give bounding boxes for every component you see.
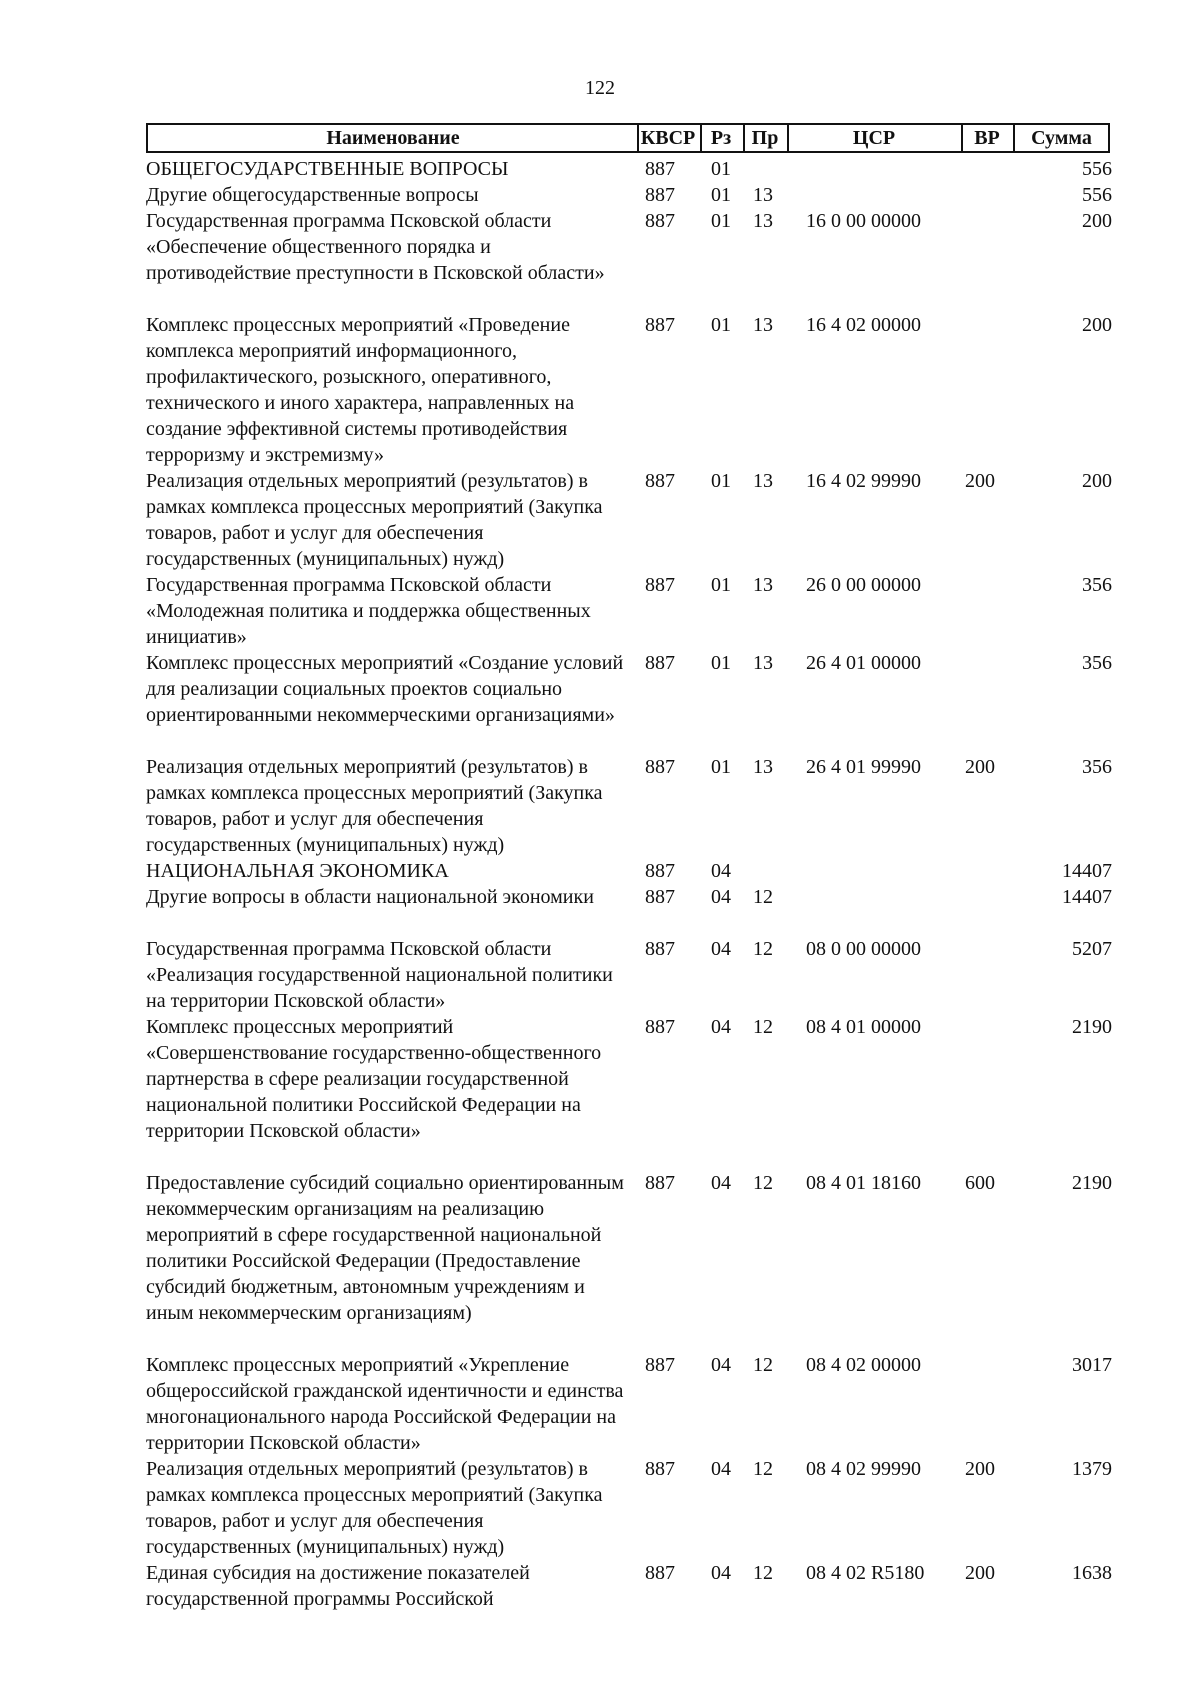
row-name: Реализация отдельных мероприятий (результатов) в рамках комплекса процессных мероприятий (Закупка товаров, работ и услуг для обеспечения государственных (муниципальных) нужд) bbox=[146, 1458, 603, 1558]
row-sum: 2190 bbox=[1072, 1016, 1112, 1038]
header-divider bbox=[743, 123, 745, 153]
row-rz: 01 bbox=[711, 210, 731, 232]
row-vr: 200 bbox=[965, 1458, 995, 1480]
row-name: Реализация отдельных мероприятий (результатов) в рамках комплекса процессных мероприятий (Закупка товаров, работ и услуг для обеспечения государственных (муниципальных) нужд) bbox=[146, 756, 603, 856]
row-csr: 16 4 02 99990 bbox=[806, 470, 921, 492]
row-sum: 5207 bbox=[1072, 938, 1112, 960]
header-vr: ВР bbox=[974, 127, 1000, 149]
row-csr: 08 4 01 18160 bbox=[806, 1172, 921, 1194]
row-rz: 04 bbox=[711, 1172, 731, 1194]
header-rz: Рз bbox=[710, 127, 732, 149]
row-csr: 26 4 01 99990 bbox=[806, 756, 921, 778]
row-pr: 13 bbox=[753, 210, 773, 232]
row-name: Комплекс процессных мероприятий «Укрепление общероссийской гражданской идентичности и единства многонационального народа Российской Федерации на территории Псковской области» bbox=[146, 1354, 624, 1454]
header-divider bbox=[961, 123, 963, 153]
row-kvsr: 887 bbox=[645, 574, 675, 596]
header-divider bbox=[700, 123, 702, 153]
row-kvsr: 887 bbox=[645, 886, 675, 908]
row-csr: 16 4 02 00000 bbox=[806, 314, 921, 336]
row-sum: 556 bbox=[1082, 184, 1112, 206]
row-pr: 12 bbox=[753, 1562, 773, 1584]
row-rz: 01 bbox=[711, 184, 731, 206]
table-row bbox=[0, 208, 1200, 312]
row-rz: 04 bbox=[711, 1016, 731, 1038]
row-name: Государственная программа Псковской области «Обеспечение общественного порядка и противодействие преступности в Псковской области» bbox=[146, 210, 605, 284]
row-vr: 600 bbox=[965, 1172, 995, 1194]
row-sum: 356 bbox=[1082, 652, 1112, 674]
table-row bbox=[0, 1014, 1200, 1170]
row-rz: 01 bbox=[711, 470, 731, 492]
row-csr: 08 0 00 00000 bbox=[806, 938, 921, 960]
table-row bbox=[0, 1352, 1200, 1456]
row-kvsr: 887 bbox=[645, 1172, 675, 1194]
table-row bbox=[0, 182, 1200, 208]
row-vr: 200 bbox=[965, 756, 995, 778]
header-pr: Пр bbox=[751, 127, 779, 149]
table-row bbox=[0, 312, 1200, 468]
row-name: Другие вопросы в области национальной экономики bbox=[146, 886, 594, 908]
row-name: Реализация отдельных мероприятий (результатов) в рамках комплекса процессных мероприятий (Закупка товаров, работ и услуг для обеспечения государственных (муниципальных) нужд) bbox=[146, 470, 603, 570]
row-kvsr: 887 bbox=[645, 1562, 675, 1584]
row-rz: 01 bbox=[711, 574, 731, 596]
row-pr: 13 bbox=[753, 756, 773, 778]
row-pr: 13 bbox=[753, 574, 773, 596]
row-rz: 04 bbox=[711, 938, 731, 960]
table-row bbox=[0, 650, 1200, 754]
row-pr: 12 bbox=[753, 1458, 773, 1480]
table-row bbox=[0, 156, 1200, 182]
row-sum: 356 bbox=[1082, 756, 1112, 778]
row-sum: 1638 bbox=[1072, 1562, 1112, 1584]
row-name: Государственная программа Псковской области «Реализация государственной национальной политики на территории Псковской области» bbox=[146, 938, 613, 1012]
row-pr: 12 bbox=[753, 886, 773, 908]
row-pr: 13 bbox=[753, 314, 773, 336]
header-divider bbox=[787, 123, 789, 153]
row-name: Единая субсидия на достижение показателей государственной программы Российской bbox=[146, 1562, 530, 1610]
table-row bbox=[0, 936, 1200, 1014]
row-rz: 04 bbox=[711, 1458, 731, 1480]
row-rz: 04 bbox=[711, 860, 731, 882]
row-name: Комплекс процессных мероприятий «Создание условий для реализации социальных проектов социально ориентированными некоммерческими организациями» bbox=[146, 652, 624, 726]
row-vr: 200 bbox=[965, 1562, 995, 1584]
table-row bbox=[0, 572, 1200, 650]
row-csr: 26 4 01 00000 bbox=[806, 652, 921, 674]
row-pr: 12 bbox=[753, 1172, 773, 1194]
header-divider bbox=[1013, 123, 1015, 153]
table-row bbox=[0, 1170, 1200, 1352]
row-sum: 3017 bbox=[1072, 1354, 1112, 1376]
row-sum: 200 bbox=[1082, 314, 1112, 336]
row-rz: 01 bbox=[711, 158, 731, 180]
row-sum: 14407 bbox=[1062, 886, 1112, 908]
header-divider bbox=[637, 123, 639, 153]
row-kvsr: 887 bbox=[645, 210, 675, 232]
row-sum: 556 bbox=[1082, 158, 1112, 180]
row-name: ОБЩЕГОСУДАРСТВЕННЫЕ ВОПРОСЫ bbox=[146, 158, 509, 180]
row-kvsr: 887 bbox=[645, 184, 675, 206]
row-name: Комплекс процессных мероприятий «Совершенствование государственно-общественного партнерства в сфере реализации государственной национальной политики Российской Федерации на территории Псковской области» bbox=[146, 1016, 602, 1142]
table-row bbox=[0, 754, 1200, 858]
header-name: Наименование bbox=[326, 127, 460, 149]
row-csr: 08 4 02 00000 bbox=[806, 1354, 921, 1376]
row-csr: 08 4 02 R5180 bbox=[806, 1562, 925, 1584]
row-sum: 14407 bbox=[1062, 860, 1112, 882]
row-kvsr: 887 bbox=[645, 158, 675, 180]
table-row bbox=[0, 1456, 1200, 1560]
header-kvsr: КВСР bbox=[640, 127, 696, 149]
row-csr: 08 4 01 00000 bbox=[806, 1016, 921, 1038]
row-name: НАЦИОНАЛЬНАЯ ЭКОНОМИКА bbox=[146, 860, 449, 882]
table-row bbox=[0, 858, 1200, 884]
table-row bbox=[0, 884, 1200, 936]
row-rz: 04 bbox=[711, 886, 731, 908]
row-kvsr: 887 bbox=[645, 756, 675, 778]
row-rz: 01 bbox=[711, 756, 731, 778]
row-vr: 200 bbox=[965, 470, 995, 492]
row-name: Комплекс процессных мероприятий «Проведение комплекса мероприятий информационного, профилактического, розыскного, оперативного, технического и иного характера, направленных на создание эффективной системы противодействия терроризму и экстремизму» bbox=[146, 314, 575, 466]
row-pr: 12 bbox=[753, 938, 773, 960]
table-body bbox=[0, 156, 1200, 1612]
row-kvsr: 887 bbox=[645, 314, 675, 336]
row-kvsr: 887 bbox=[645, 1016, 675, 1038]
row-sum: 2190 bbox=[1072, 1172, 1112, 1194]
row-sum: 200 bbox=[1082, 210, 1112, 232]
row-kvsr: 887 bbox=[645, 1354, 675, 1376]
row-rz: 04 bbox=[711, 1562, 731, 1584]
row-csr: 08 4 02 99990 bbox=[806, 1458, 921, 1480]
row-pr: 12 bbox=[753, 1354, 773, 1376]
row-rz: 01 bbox=[711, 652, 731, 674]
row-name: Государственная программа Псковской области «Молодежная политика и поддержка общественных инициатив» bbox=[146, 574, 591, 648]
table-row bbox=[0, 1560, 1200, 1612]
row-csr: 16 0 00 00000 bbox=[806, 210, 921, 232]
row-kvsr: 887 bbox=[645, 860, 675, 882]
row-name: Другие общегосударственные вопросы bbox=[146, 184, 479, 206]
row-rz: 01 bbox=[711, 314, 731, 336]
row-csr: 26 0 00 00000 bbox=[806, 574, 921, 596]
row-kvsr: 887 bbox=[645, 652, 675, 674]
page-number: 122 bbox=[585, 77, 615, 99]
row-pr: 12 bbox=[753, 1016, 773, 1038]
table-row bbox=[0, 468, 1200, 572]
row-pr: 13 bbox=[753, 652, 773, 674]
row-rz: 04 bbox=[711, 1354, 731, 1376]
header-csr: ЦСР bbox=[852, 127, 896, 149]
row-sum: 1379 bbox=[1072, 1458, 1112, 1480]
header-sum: Сумма bbox=[1031, 127, 1092, 149]
row-kvsr: 887 bbox=[645, 1458, 675, 1480]
row-sum: 200 bbox=[1082, 470, 1112, 492]
row-sum: 356 bbox=[1082, 574, 1112, 596]
row-pr: 13 bbox=[753, 470, 773, 492]
row-kvsr: 887 bbox=[645, 938, 675, 960]
row-pr: 13 bbox=[753, 184, 773, 206]
row-name: Предоставление субсидий социально ориентированным некоммерческим организациям на реализацию мероприятий в сфере государственной национальной политики Российской Федерации (Предоставление субсидий бюджетным, автономным учреждениям и иным некоммерческим организациям) bbox=[146, 1172, 624, 1324]
row-kvsr: 887 bbox=[645, 470, 675, 492]
